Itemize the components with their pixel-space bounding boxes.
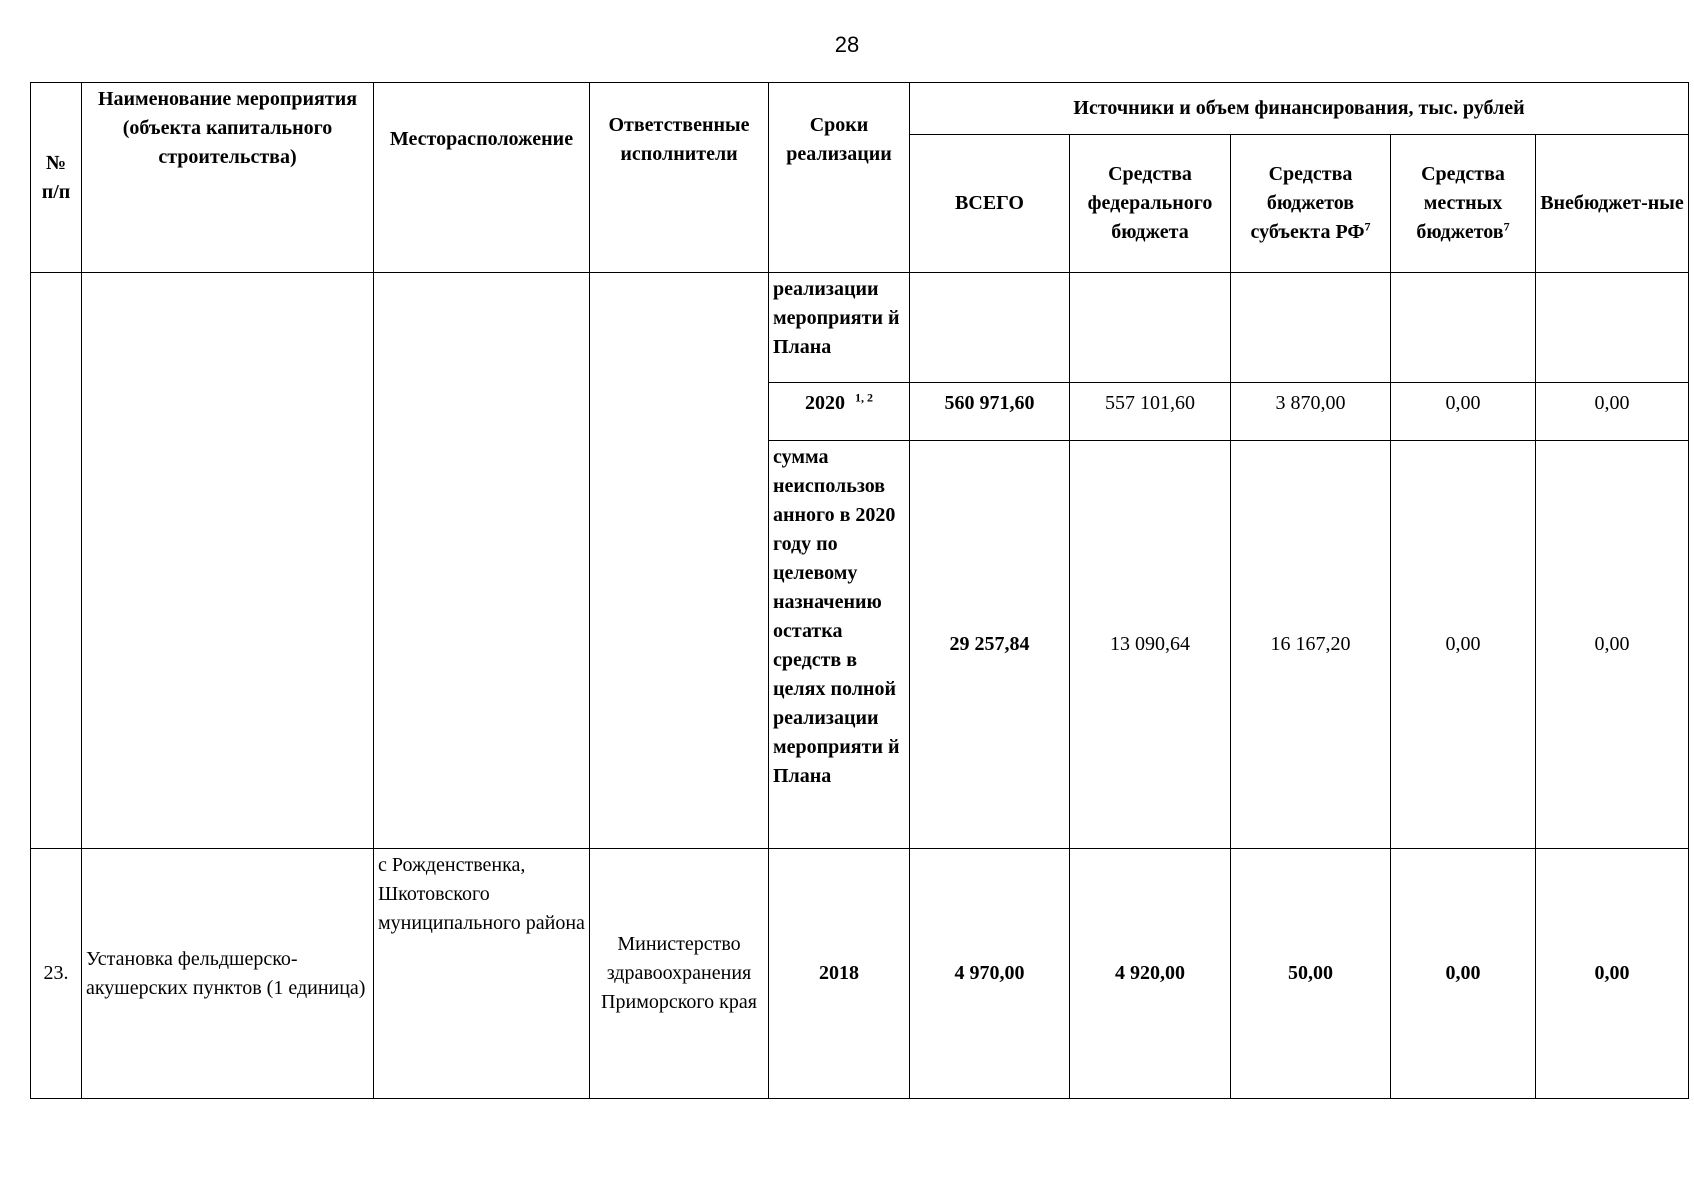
header-row-1	[31, 83, 1689, 135]
cell-num-23: 23.	[31, 849, 82, 1099]
header-subject-text: Средства бюджетов субъекта РФ	[1250, 163, 1365, 243]
header-federal: Средства федерального бюджета	[1070, 135, 1231, 273]
cell-terms-continuation: реализации мероприяти й Плана	[769, 273, 910, 383]
header-extra: Внебюджет-ные	[1536, 135, 1689, 273]
cell-executors-empty	[590, 273, 769, 849]
header-subject	[1231, 135, 1391, 273]
header-location: Месторасположение	[374, 83, 590, 273]
cell-total-23: 4 970,00	[910, 849, 1070, 1099]
header-total: ВСЕГО	[910, 135, 1070, 273]
cell-total-2020: 560 971,60	[910, 383, 1070, 441]
cell-extra-unused: 0,00	[1536, 441, 1689, 849]
cell-federal-2020: 557 101,60	[1070, 383, 1231, 441]
cell-subject-empty	[1231, 273, 1391, 383]
header-local-text: Средства местных бюджетов	[1416, 163, 1505, 243]
cell-subject-2020: 3 870,00	[1231, 383, 1391, 441]
terms-2020-text: 2020	[805, 392, 845, 414]
cell-terms-unused: сумма неиспользов анного в 2020 году по целевому назначению остатка средств в целях полной реализации мероприяти й Плана	[769, 441, 910, 849]
header-num: № п/п	[31, 83, 82, 273]
cell-location-23: с Рожденственка, Шкотовского муниципального района	[374, 849, 590, 1099]
header-subject-footnote: 7	[1364, 219, 1371, 234]
cell-executors-23: Министерство здравоохранения Приморского края	[590, 849, 769, 1099]
header-name: Наименование мероприятия (объекта капитального строительства)	[82, 83, 374, 273]
cell-num-empty	[31, 273, 82, 849]
table-row-continuation	[31, 273, 1689, 383]
cell-subject-unused: 16 167,20	[1231, 441, 1391, 849]
cell-terms-23: 2018	[769, 849, 910, 1099]
terms-2020-footnote: 1, 2	[855, 390, 873, 405]
cell-extra-empty	[1536, 273, 1689, 383]
header-executors: Ответственные исполнители	[590, 83, 769, 273]
cell-subject-23: 50,00	[1231, 849, 1391, 1099]
cell-extra-23: 0,00	[1536, 849, 1689, 1099]
cell-name-empty	[82, 273, 374, 849]
cell-total-unused: 29 257,84	[910, 441, 1070, 849]
cell-federal-23: 4 920,00	[1070, 849, 1231, 1099]
header-terms: Сроки реализации	[769, 83, 910, 273]
header-funding: Источники и объем финансирования, тыс. рублей	[910, 83, 1689, 135]
header-local-footnote: 7	[1503, 219, 1510, 234]
page-number: 28	[834, 32, 860, 57]
cell-federal-unused: 13 090,64	[1070, 441, 1231, 849]
cell-local-23: 0,00	[1391, 849, 1536, 1099]
funding-table	[30, 82, 1689, 1099]
table-row-23	[31, 849, 1689, 1099]
cell-local-unused: 0,00	[1391, 441, 1536, 849]
cell-total-empty	[910, 273, 1070, 383]
cell-federal-empty	[1070, 273, 1231, 383]
cell-extra-2020: 0,00	[1536, 383, 1689, 441]
cell-terms-2020	[769, 383, 910, 441]
header-local	[1391, 135, 1536, 273]
cell-location-empty	[374, 273, 590, 849]
cell-name-23: Установка фельдшерско-акушерских пунктов (1 единица)	[82, 849, 374, 1099]
cell-local-empty	[1391, 273, 1536, 383]
cell-local-2020: 0,00	[1391, 383, 1536, 441]
